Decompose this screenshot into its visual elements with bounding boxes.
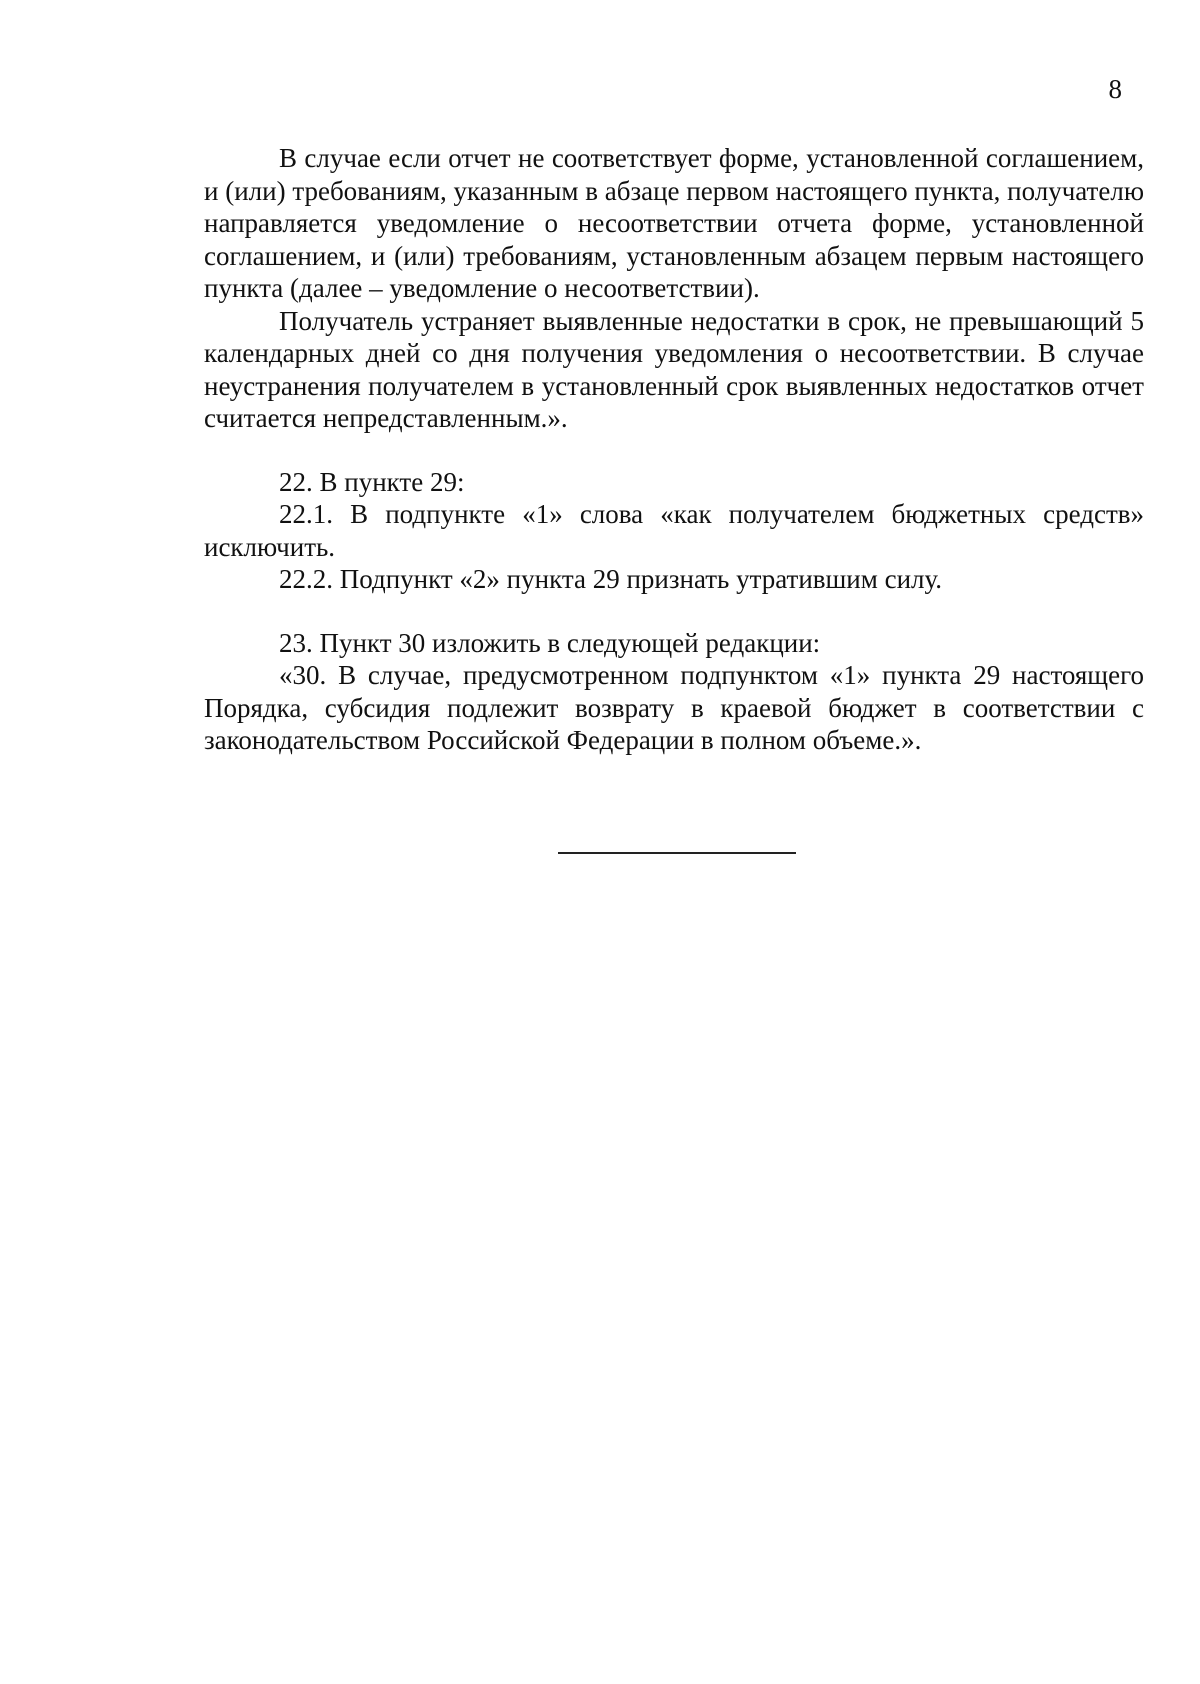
paragraph-item-22: 22. В пункте 29: bbox=[279, 466, 465, 497]
end-of-document-line bbox=[558, 852, 796, 854]
paragraph-item-22-2: 22.2. Подпункт «2» пункта 29 признать утратившим силу. bbox=[279, 564, 943, 594]
paragraph-gap bbox=[204, 435, 1144, 466]
paragraph-item-30-text: «30. В случае, предусмотренном подпунктом «1» пункта 29 настоящего Порядка, субсидия подлежит возврату в краевой бюджет в соответствии с законодательством Российской Федерации в полном объеме.». bbox=[204, 660, 1144, 755]
paragraph-item-23: 23. Пункт 30 изложить в следующей редакции: bbox=[279, 627, 821, 658]
page-number: 8 bbox=[1108, 74, 1122, 104]
paragraph-report-nonconformity: В случае если отчет не соответствует форме, установленной соглашением, и (или) требованиям, указанным в абзаце первом настоящего пункта, получателю направляется уведомление о несоответствии отчета форме, установленной соглашением, и (или) требованиям, установленным абзацем первым настоящего пункта (далее – уведомление о несоответствии). bbox=[204, 143, 1144, 303]
document-body bbox=[204, 142, 1144, 757]
paragraph-item-22-1: 22.1. В подпункте «1» слова «как получателем бюджетных средств» исключить. bbox=[204, 499, 1144, 562]
paragraph-gap bbox=[204, 596, 1144, 627]
paragraph-deficiency-correction: Получатель устраняет выявленные недостатки в срок, не превышающий 5 календарных дней со дня получения уведомления о несоответствии. В случае неустранения получателем в установленный срок выявленных недостатков отчет считается непредставленным.». bbox=[204, 305, 1144, 433]
